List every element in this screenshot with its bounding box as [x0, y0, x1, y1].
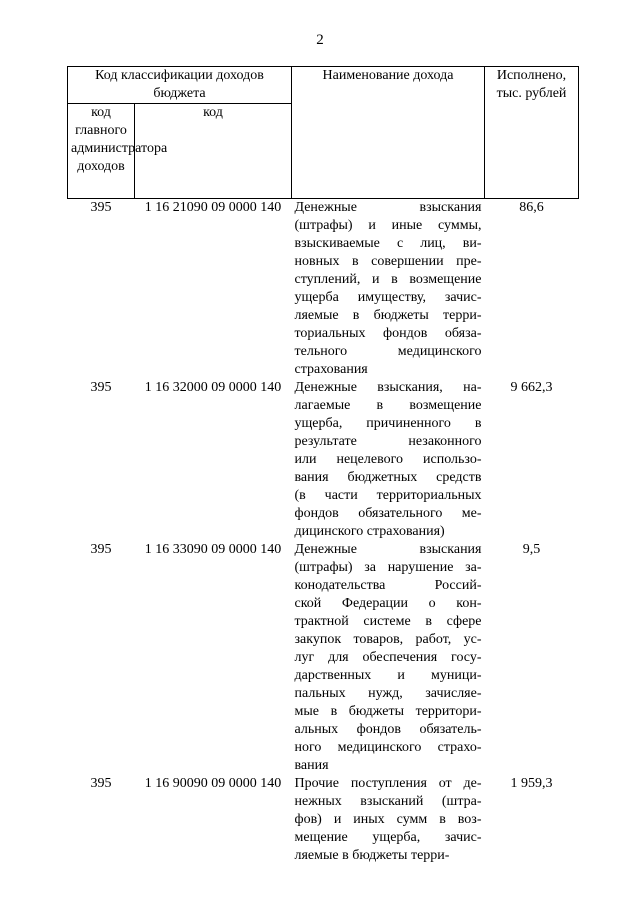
page-number: 2	[316, 32, 324, 48]
income-name-line: (штрафы) и иные суммы,	[294, 218, 482, 233]
classification-code-cell: 1 16 90090 09 0000 140	[144, 776, 282, 791]
income-table	[67, 66, 579, 865]
income-name-line: новных в совершении пре-	[294, 254, 482, 269]
income-name-line: дицинского страхования)	[294, 524, 445, 539]
classification-code-cell: 1 16 33090 09 0000 140	[144, 542, 282, 557]
table-row	[68, 199, 579, 380]
income-name-line: луг для обеспечения госу-	[294, 650, 482, 665]
admin-code-cell: 395	[90, 776, 112, 791]
income-name-line: альных фондов обязатель-	[294, 722, 482, 737]
income-name-line: вания	[294, 758, 329, 773]
income-name-line: (в части территориальных	[294, 488, 482, 503]
income-name-line: дарственных и муници-	[294, 668, 482, 683]
income-name-line: мые в бюджеты территори-	[294, 704, 482, 719]
income-name-line: трактной системе в сфере	[294, 614, 482, 629]
header-code: код	[135, 104, 292, 199]
income-name-line: фондов обязательного ме-	[294, 506, 482, 521]
income-name-cell	[292, 199, 485, 380]
admin-code-cell: 395	[90, 200, 112, 215]
executed-amount-cell: 86,6	[519, 200, 544, 215]
income-name-cell	[292, 541, 485, 775]
income-name-line: Денежные взыскания	[294, 200, 482, 215]
header-classification-code: Код классификации доходов бюджета	[68, 67, 292, 104]
income-name-line: результате незаконного	[294, 434, 482, 449]
income-name-line: (штрафы) за нарушение за-	[294, 560, 482, 575]
admin-code-cell: 395	[90, 380, 112, 395]
income-name-line: ляемые в бюджеты терри-	[294, 308, 482, 323]
income-name-line: лагаемые в возмещение	[294, 398, 482, 413]
header-income-name: Наименование дохода	[292, 67, 485, 199]
income-name-line: ного медицинского страхо-	[294, 740, 482, 755]
income-name-line: Прочие поступления от де-	[294, 776, 482, 791]
table-row	[68, 379, 579, 541]
executed-amount-cell: 9 662,3	[510, 380, 553, 395]
income-name-line: нежных взысканий (штра-	[294, 794, 482, 809]
income-name-line: взыскиваемые с лиц, ви-	[294, 236, 482, 251]
income-name-line: тельного медицинского	[294, 344, 482, 359]
income-name-line: ущерба имуществу, зачис-	[294, 290, 482, 305]
income-name-cell	[292, 379, 485, 541]
income-name-line: фов) и иных сумм в воз-	[294, 812, 482, 827]
income-name-line: мещение ущерба, зачис-	[294, 830, 482, 845]
table-row	[68, 541, 579, 775]
income-name-line: конодательства Россий-	[294, 578, 482, 593]
income-name-line: ляемые в бюджеты терри-	[294, 848, 450, 863]
income-name-line: вания бюджетных средств	[294, 470, 482, 485]
executed-amount-cell: 9,5	[522, 542, 541, 557]
table-row	[68, 775, 579, 865]
income-name-line: ступлений, и в возмещение	[294, 272, 482, 287]
classification-code-cell: 1 16 32000 09 0000 140	[144, 380, 282, 395]
income-name-line: Денежные взыскания, на-	[294, 380, 482, 395]
income-name-line: закупок товаров, работ, ус-	[294, 632, 482, 647]
admin-code-cell: 395	[90, 542, 112, 557]
income-name-line: страхования	[294, 362, 368, 377]
income-name-line: ской Федерации о кон-	[294, 596, 482, 611]
income-name-line: ториальных фондов обяза-	[294, 326, 482, 341]
income-name-cell	[292, 775, 485, 865]
header-executed-amount: Исполнено, тыс. рублей	[485, 67, 579, 199]
header-admin-code: код главного администратора доходов	[68, 104, 135, 199]
income-name-line: пальных нужд, зачисляе-	[294, 686, 482, 701]
classification-code-cell: 1 16 21090 09 0000 140	[144, 200, 282, 215]
executed-amount-cell: 1 959,3	[510, 776, 553, 791]
income-name-line: Денежные взыскания	[294, 542, 482, 557]
income-name-line: ущерба, причиненного в	[294, 416, 482, 431]
header-row	[68, 67, 579, 104]
income-name-line: или нецелевого использо-	[294, 452, 482, 467]
